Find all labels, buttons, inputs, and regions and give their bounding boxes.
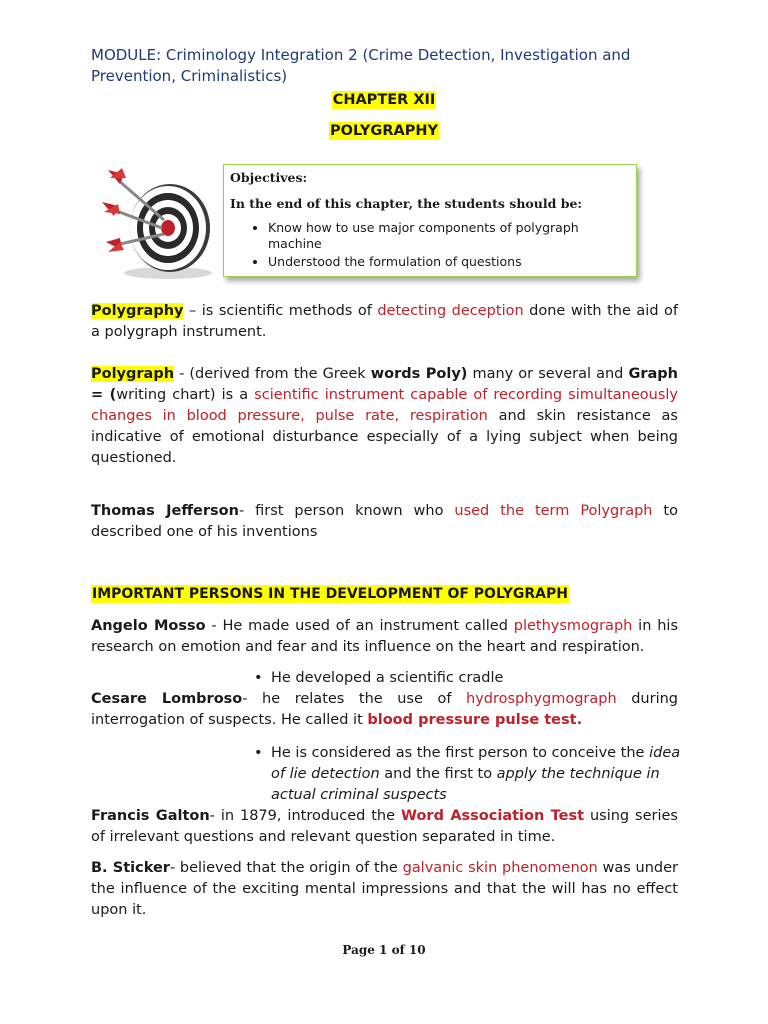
sticker-paragraph: B. Sticker- believed that the origin of the galvanic skin phenomenon was under the influence of the exciting mental impressions and that the will has no effect upon it. bbox=[91, 860, 678, 918]
target-with-darts-icon bbox=[98, 158, 214, 280]
objective-item: • Know how to use major components of polygraph machine bbox=[268, 220, 628, 252]
jefferson-paragraph: Thomas Jefferson- first person known who used the term Polygraph to described one of his inventions bbox=[91, 503, 678, 540]
polygraphy-definition: Polygraphy – is scientific methods of detecting deception done with the aid of a polygraph instrument. bbox=[91, 303, 679, 340]
mosso-bullet: • He developed a scientific cradle bbox=[254, 670, 504, 686]
term-polygraph: Polygraph bbox=[91, 366, 175, 382]
mosso-paragraph: Angelo Mosso - He made used of an instrument called plethysmograph in his research on emotion and fear and its influence on the heart and respiration. bbox=[91, 618, 678, 655]
polygraph-definition: Polygraph - (derived from the Greek words Poly) many or several and Graph = (writing chart) is a scientific instrument capable of recording simultaneously changes in blood pressure, pulse rate, respiration and skin resistance as indicative of emotional disturbance especially of a lying subject when being questioned. bbox=[91, 366, 679, 466]
objectives-box bbox=[223, 164, 637, 277]
term-polygraphy: Polygraphy bbox=[91, 303, 184, 319]
chapter-title: POLYGRAPHY bbox=[330, 123, 438, 139]
objectives-intro: In the end of this chapter, the students should be: bbox=[230, 196, 583, 211]
lombroso-paragraph: Cesare Lombroso- he relates the use of hydrosphygmograph during interrogation of suspects. He called it blood pressure pulse test. bbox=[91, 691, 679, 728]
chapter-number: CHAPTER XII bbox=[332, 92, 436, 108]
objectives-list bbox=[248, 220, 628, 272]
page-number: Page 1 of 10 bbox=[342, 943, 426, 957]
galton-paragraph: Francis Galton- in 1879, introduced the Word Association Test using series of irrelevant questions and relevant question separated in time. bbox=[91, 808, 678, 845]
lombroso-bullet: • He is considered as the first person to conceive the idea of lie detection and the first to apply the technique in actual criminal suspects bbox=[254, 745, 681, 803]
objectives-heading: Objectives: bbox=[230, 170, 308, 185]
important-persons-heading: IMPORTANT PERSONS IN THE DEVELOPMENT OF POLYGRAPH bbox=[92, 586, 568, 602]
objective-item: • Understood the formulation of questions bbox=[268, 254, 628, 270]
module-title: MODULE: Criminology Integration 2 (Crime Detection, Investigation and Prevention, Criminalistics) bbox=[91, 46, 631, 85]
